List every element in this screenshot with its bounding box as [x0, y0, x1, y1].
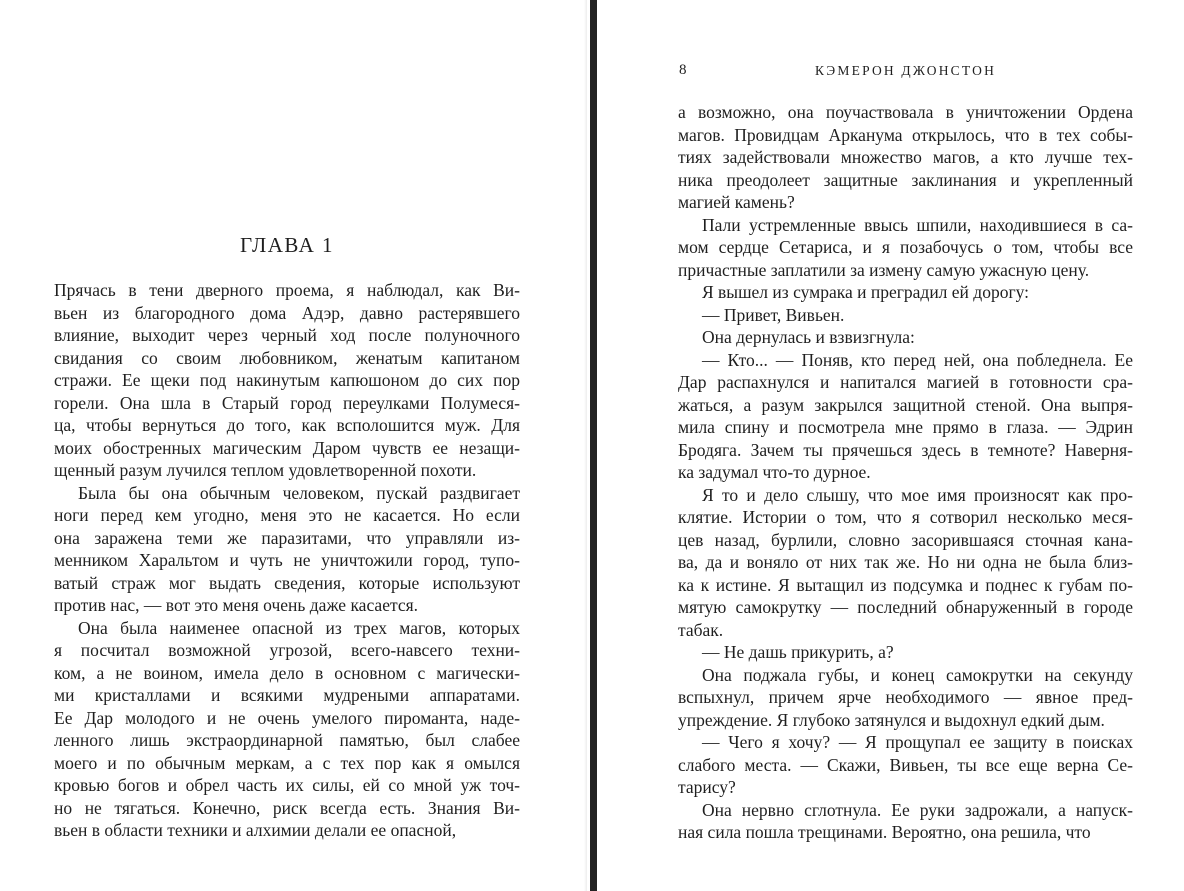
right-page [678, 0, 1133, 891]
page-number: 8 [679, 62, 687, 78]
text-line: мила спину и посмотрела мне прямо в глаза. — Эдрин [678, 417, 1133, 437]
text-line: ва, да и воняло от них так же. Но ни одна не была близ- [678, 552, 1133, 572]
text-line: кровью богов и обрел часть их силы, ей со мной уж точ- [54, 775, 520, 795]
text-line: — Кто... — Поняв, кто перед ней, она побледнела. Ее [702, 349, 1133, 370]
text-line: тиях задействовали множество магов, а кто лучше тех- [678, 147, 1133, 167]
text-line: менником Харальтом и чуть не уничтожили город, тупо- [54, 550, 520, 570]
text-line: моего и по обычным меркам, а с тех пор как я омылся [54, 752, 520, 773]
text-line: Она была наименее опасной из трех магов, которых [78, 617, 520, 638]
text-line: ка задумал что-то дурное. [678, 462, 871, 482]
text-line: вьен в области техники и алхимии делали ее опасной, [54, 820, 457, 840]
book-spine-divider [590, 0, 597, 891]
running-header-author: КЭМЕРОН ДЖОНСТОН [814, 63, 997, 78]
text-line: Ее Дар молодого и не очень умелого пироманта, наде- [54, 707, 520, 728]
text-line: свидания со своим любовником, женатым капитаном [54, 347, 520, 368]
text-line: я посчитал возможной угрозой, всего-навсего техни- [54, 640, 520, 660]
text-line: Бродяга. Зачем ты прячешься здесь в темноте? Наверня- [678, 439, 1133, 460]
text-line: магов. Провидцам Арканума открылось, что в тех собы- [678, 124, 1133, 145]
text-line: — Не дашь прикурить, а? [702, 642, 894, 662]
text-line: Была бы она обычным человеком, пускай раздвигает [78, 482, 520, 503]
text-line: Прячась в тени дверного проема, я наблюдал, как Ви- [54, 280, 520, 300]
text-line: жаться, а разум закрылся защитной стеной. Она выпря- [678, 394, 1133, 415]
text-line: — Чего я хочу? — Я прощупал ее защиту в поисках [702, 732, 1133, 752]
text-line: упреждение. Я глубоко затянулся и выдохнул едкий дым. [678, 709, 1105, 730]
text-line: Дар распахнулся и напитался магией в готовности сра- [678, 372, 1133, 392]
text-line: Я вышел из сумрака и преградил ей дорогу: [702, 282, 1030, 302]
text-line: ком, а не воином, имела дело в основном с магически- [54, 662, 520, 683]
text-line: цев назад, бурлили, словно засорившаяся сточная кана- [678, 529, 1133, 550]
text-line: вьен из благородного дома Адэр, давно растерявшего [54, 302, 520, 323]
text-line: Я то и дело слышу, что мое имя произносят как про- [702, 484, 1133, 505]
text-line: ватый страж мог выдать сведения, которые используют [54, 572, 520, 593]
text-line: моих обостренных магическим Даром чувств ее незащи- [54, 437, 520, 458]
running-header [678, 62, 1133, 82]
text-line: — Привет, Вивьен. [702, 304, 845, 325]
text-line: она заражена теми же паразитами, что управляли из- [54, 527, 520, 548]
text-line: но не тягаться. Конечно, риск всегда есть. Знания Ви- [54, 797, 520, 818]
text-line: тарису? [678, 777, 736, 797]
text-line: ца, чтобы вернуться до того, как всполошится муж. Для [54, 415, 520, 435]
text-line: вспыхнул, причем ярче необходимого — явное пред- [678, 687, 1133, 707]
text-line: табак. [678, 619, 724, 640]
text-line: Она дернулась и взвизгнула: [702, 327, 915, 347]
text-line: Она нервно сглотнула. Ее руки задрожали, а напуск- [702, 799, 1133, 820]
text-line: ленного лишь экстраординарной памятью, был слабее [54, 730, 520, 750]
right-page-text [678, 101, 1133, 844]
text-line: магией камень? [678, 192, 795, 212]
left-page-text [54, 279, 520, 842]
text-line: мом сердце Сетариса, и я позабочусь о том, чтобы все [678, 237, 1133, 257]
text-line: влияние, выходит через черный ход после полуночного [54, 325, 520, 345]
left-page [54, 0, 520, 891]
text-line: мятую самокрутку — последний обнаруженный в городе [678, 597, 1133, 617]
spine-shadow [584, 0, 587, 891]
text-line: причастные заплатили за измену самую ужасную цену. [678, 259, 1090, 280]
text-line: а возможно, она поучаствовала в уничтожении Ордена [678, 102, 1133, 122]
text-line: Она поджала губы, и конец самокрутки на секунду [702, 664, 1133, 685]
text-line: ми кристаллами и всякими мудреными аппаратами. [54, 685, 520, 705]
text-line: против нас, — вот это меня очень даже касается. [54, 595, 419, 615]
text-line: ноги перед кем угодно, меня это не касается. Но если [54, 505, 520, 525]
chapter-title: ГЛАВА 1 [239, 233, 335, 257]
text-line: ка к истине. Я вытащил из подсумка и поднес к губам по- [678, 574, 1133, 595]
text-line: Пали устремленные ввысь шпили, находившиеся в са- [702, 214, 1133, 235]
text-line: ника преодолеет защитные заклинания и укрепленный [678, 169, 1133, 190]
text-line: стражи. Ее щеки под накинутым капюшоном до сих пор [54, 370, 520, 390]
text-line: слабого места. — Скажи, Вивьен, ты все еще верна Се- [678, 754, 1133, 775]
text-line: клятие. Истории о том, что я сотворил несколько меся- [678, 507, 1133, 527]
text-line: ная сила пошла трещинами. Вероятно, она решила, что [678, 822, 1091, 842]
text-line: горели. Она шла в Старый город переулками Полумеся- [54, 392, 520, 413]
text-line: щенный разум лучился теплом удовлетворенной похоти. [54, 460, 477, 480]
